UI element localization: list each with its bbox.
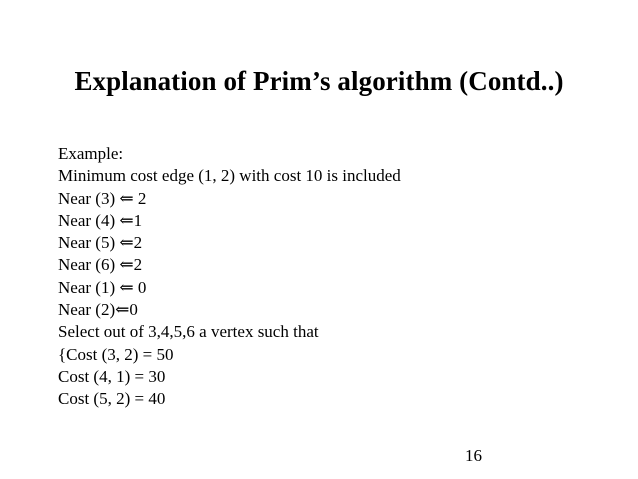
slide-body: [58, 143, 401, 411]
body-line-near-4: Near (4) ⇐1: [58, 210, 143, 230]
slide-title: Explanation of Prim’s algorithm (Contd..): [74, 66, 564, 96]
body-line-cost-3-2: {Cost (3, 2) = 50: [58, 344, 174, 364]
body-line-near-1: Near (1) ⇐ 0: [58, 277, 147, 297]
body-line-example-label: Example:: [58, 144, 124, 163]
body-line-near-2: Near (2)⇐0: [58, 300, 138, 320]
body-line-minimum-cost-edge: Minimum cost edge (1, 2) with cost 10 is included: [58, 166, 401, 186]
body-line-near-5: Near (5) ⇐2: [58, 233, 143, 253]
body-line-select-vertex: Select out of 3,4,5,6 a vertex such that: [58, 322, 319, 342]
body-line-near-3: Near (3) ⇐ 2: [58, 188, 147, 208]
body-line-cost-5-2: Cost (5, 2) = 40: [58, 389, 166, 409]
page-number: 16: [465, 446, 482, 465]
body-line-cost-4-1: Cost (4, 1) = 30: [58, 366, 166, 386]
body-line-near-6: Near (6) ⇐2: [58, 255, 143, 275]
